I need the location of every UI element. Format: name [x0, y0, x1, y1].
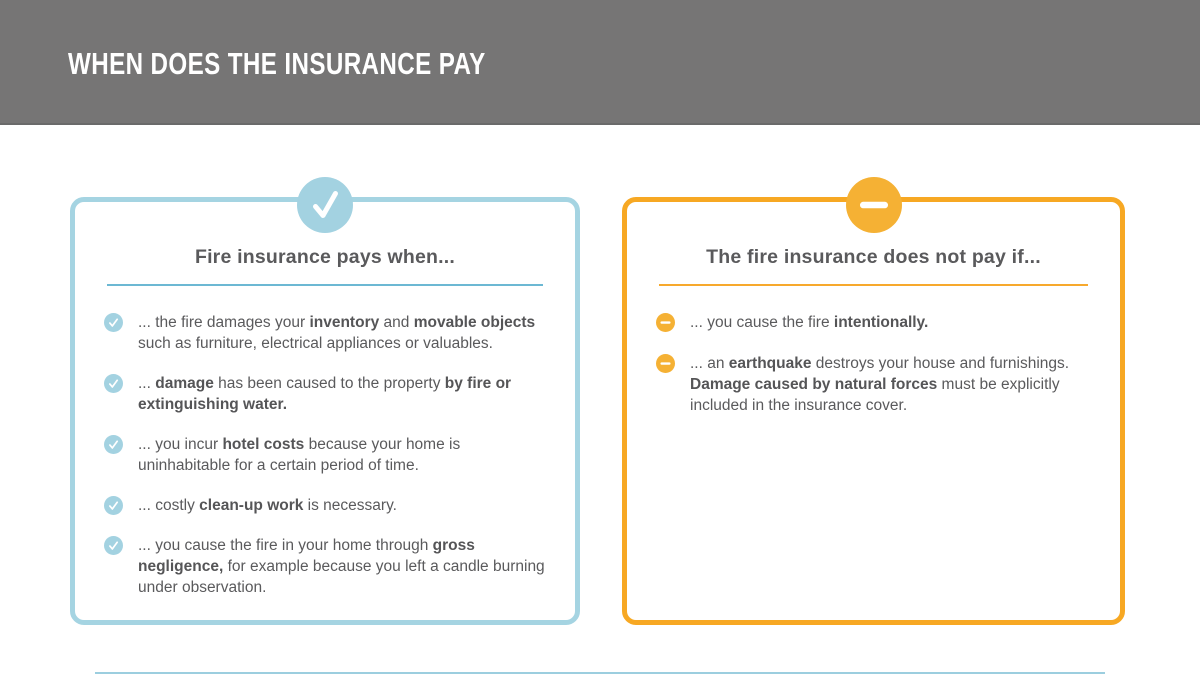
list-item-text: ... you cause the fire intentionally.	[690, 314, 929, 331]
card-insurance-does-not-pay	[622, 197, 1125, 625]
footer-line	[95, 672, 1105, 674]
list-item	[104, 434, 549, 476]
card-title: Fire insurance pays when...	[194, 246, 456, 268]
list-item	[104, 312, 549, 354]
minus-bullet-icon	[656, 313, 675, 332]
check-bullet-icon	[104, 313, 123, 332]
check-icon	[297, 177, 353, 233]
header-bar	[0, 0, 1200, 125]
list-item-text: ... costly clean-up work is necessary.	[138, 497, 397, 514]
list-item-text: ... an earthquake destroys your house and furnishings. Damage caused by natural forces must be explicitly included in the insurance cover.	[690, 355, 1070, 414]
does-not-pay-list	[656, 312, 1094, 416]
check-bullet-icon	[104, 435, 123, 454]
card-insurance-pays	[70, 197, 580, 625]
minus-bullet-icon	[656, 354, 675, 373]
list-item	[104, 373, 549, 415]
pays-list	[104, 312, 549, 598]
card-title: The fire insurance does not pay if...	[706, 246, 1041, 268]
check-bullet-icon	[104, 536, 123, 555]
list-item	[104, 495, 549, 516]
list-item-text: ... damage has been caused to the property by fire or extinguishing water.	[138, 375, 512, 413]
list-item-text: ... you cause the fire in your home through gross negligence, for example because you left a candle burning under observation.	[138, 537, 545, 596]
page-title: WHEN DOES THE INSURANCE PAY	[68, 46, 486, 81]
check-bullet-icon	[104, 374, 123, 393]
minus-icon	[846, 177, 902, 233]
list-item-text: ... the fire damages your inventory and movable objects such as furniture, electrical appliances or valuables.	[138, 314, 536, 352]
list-item	[656, 312, 1094, 333]
list-item	[656, 353, 1094, 416]
title-divider	[659, 284, 1088, 286]
check-bullet-icon	[104, 496, 123, 515]
title-divider	[107, 284, 543, 286]
list-item	[104, 535, 549, 598]
list-item-text: ... you incur hotel costs because your home is uninhabitable for a certain period of time.	[138, 436, 461, 474]
